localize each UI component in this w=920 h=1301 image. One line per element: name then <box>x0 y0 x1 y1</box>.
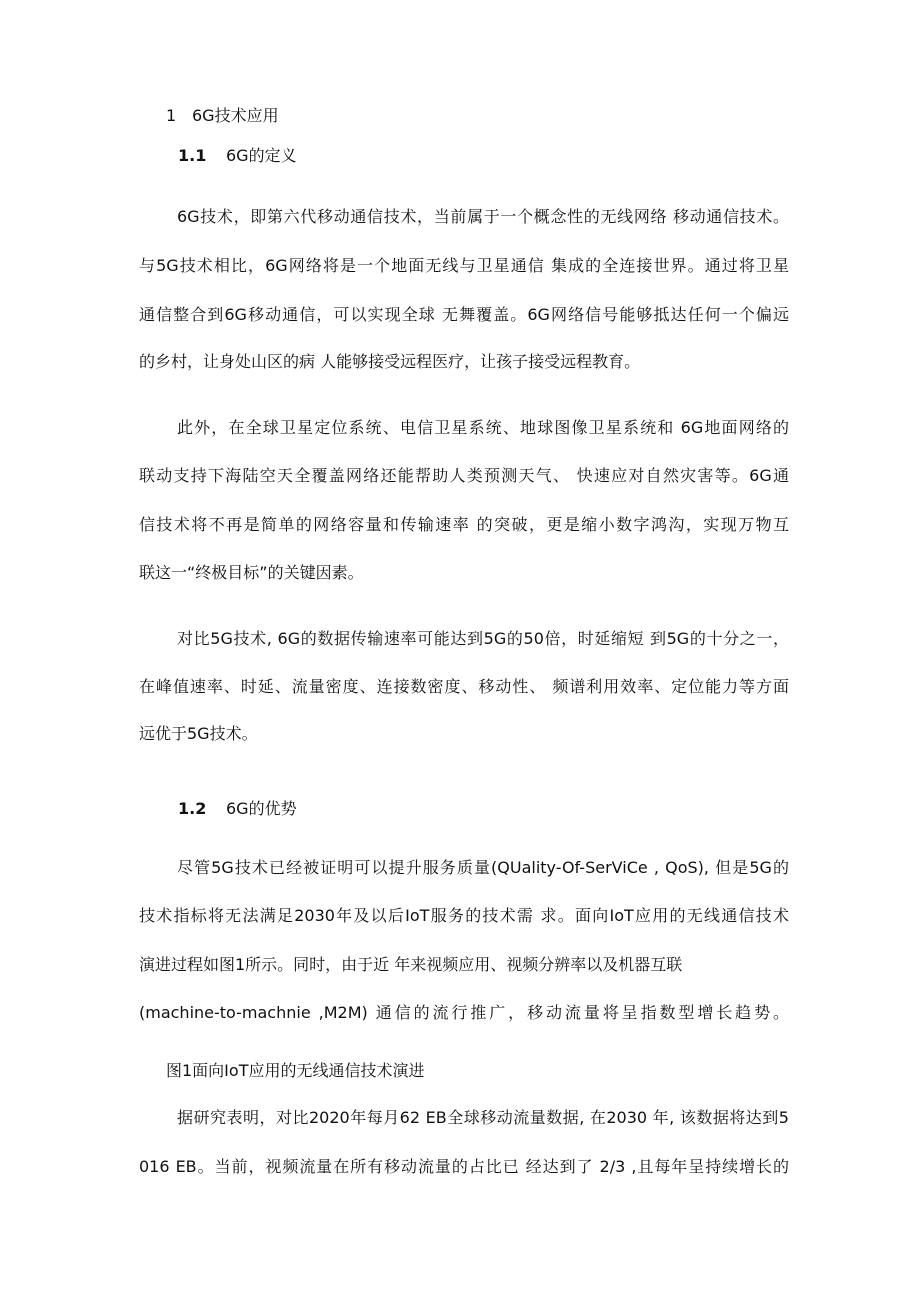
section-heading-1-1 <box>178 146 297 166</box>
paragraph-line: 通信整合到6G移动通信，可以实现全球 无舞覆盖。6G网络信号能够抵达任何一个偏远 <box>139 305 789 324</box>
section-number: 1 <box>166 106 177 125</box>
section-title: 6G技术应用 <box>192 106 279 125</box>
paragraph-line: 对比5G技术, 6G的数据传输速率可能达到5G的50倍，时延缩短 到5G的十分之一， <box>177 629 789 648</box>
paragraph-line: 此外，在全球卫星定位系统、电信卫星系统、地球图像卫星系统和 6G地面网络的 <box>177 418 789 437</box>
paragraph-line: 016 EB。当前，视频流量在所有移动流量的占比已 经达到了 2/3 ,且每年呈持续增长的 <box>139 1157 789 1176</box>
paragraph-line: 据研究表明，对比2020年每月62 EB全球移动流量数据, 在2030 年, 该数据将达到5 <box>177 1108 789 1127</box>
section-number: 1.2 <box>178 799 207 818</box>
paragraph-line: 的乡村，让身处山区的病 人能够接受远程医疗，让孩子接受远程教育。 <box>139 352 641 371</box>
section-title: 6G的优势 <box>226 799 297 818</box>
paragraph-line: 在峰值速率、时延、流量密度、连接数密度、移动性、 频谱利用效率、定位能力等方面 <box>139 677 789 696</box>
section-heading-1-2 <box>178 799 297 819</box>
paragraph-line: 6G技术，即第六代移动通信技术，当前属于一个概念性的无线网络 移动通信技术。 <box>177 207 789 226</box>
section-title: 6G的定义 <box>226 146 297 165</box>
paragraph-line: 技术指标将无法满足2030年及以后IoT服务的技术需 求。面向IoT应用的无线通信技术 <box>139 906 789 925</box>
figure-caption: 图1面向IoT应用的无线通信技术演进 <box>166 1061 425 1080</box>
paragraph-line: 演进过程如图1所示。同时，由于近 年来视频应用、视频分辨率以及机器互联 <box>139 955 683 974</box>
paragraph-line: 信技术将不再是简单的网络容量和传输速率 的突破，更是缩小数字鸿沟，实现万物互 <box>139 515 789 534</box>
paragraph-line: 联动支持下海陆空天全覆盖网络还能帮助人类预测天气、 快速应对自然灾害等。6G通 <box>139 466 789 485</box>
section-number: 1.1 <box>178 146 207 165</box>
paragraph-line: 远优于5G技术。 <box>139 724 258 743</box>
paragraph-line: 尽管5G技术已经被证明可以提升服务质量(QUality-Of-SerViCe , QoS), 但是5G的 <box>177 858 789 877</box>
paragraph-line: 联这一“终极目标”的关键因素。 <box>139 563 364 582</box>
paragraph-line: (machine-to-machnie ,M2M) 通信的流行推广，移动流量将呈指数型增长趋势。 <box>139 1003 789 1022</box>
paragraph-line: 与5G技术相比，6G网络将是一个地面无线与卫星通信 集成的全连接世界。通过将卫星 <box>139 256 789 275</box>
section-heading-1 <box>166 106 279 126</box>
